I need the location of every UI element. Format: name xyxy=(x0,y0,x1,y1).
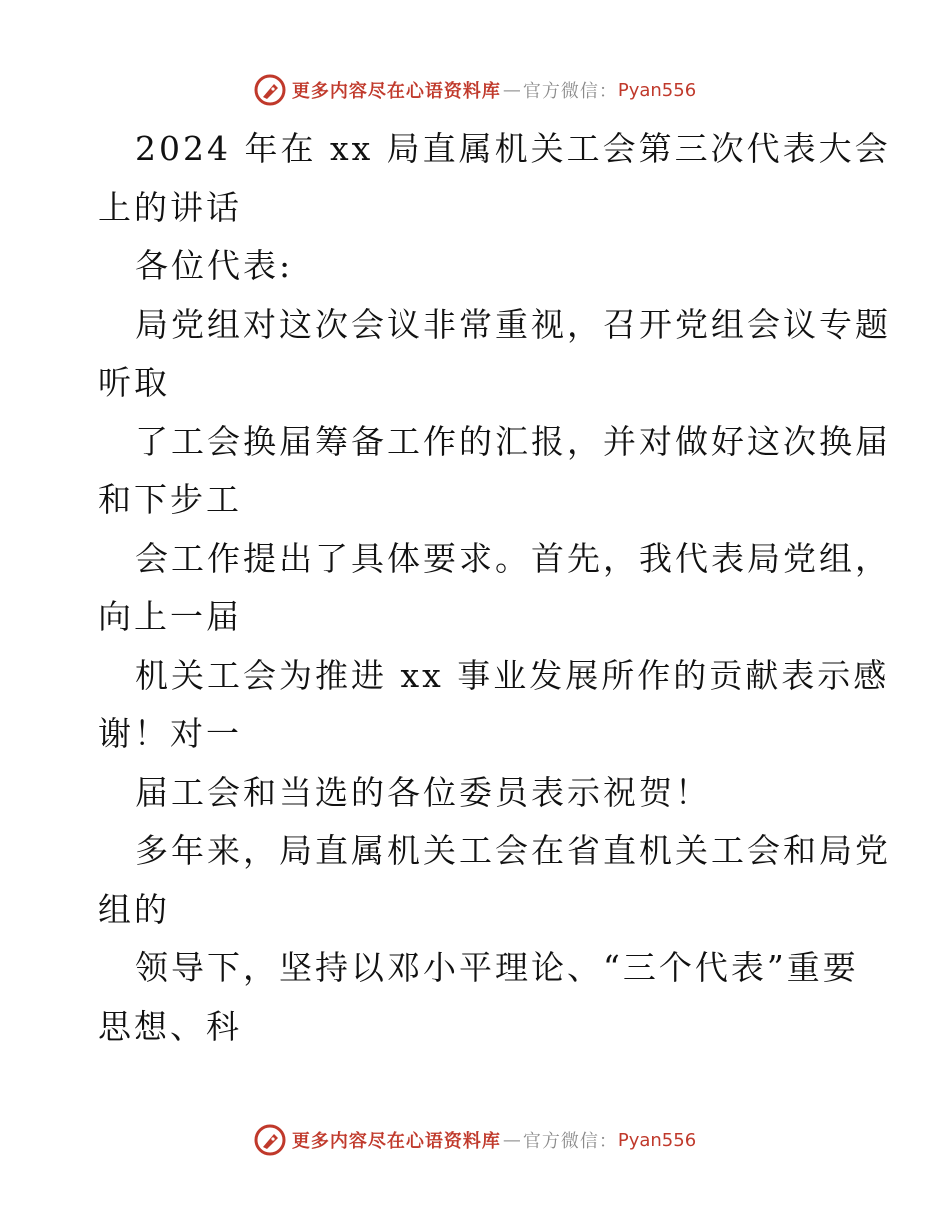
watermark-wechat-id: Pyan556 xyxy=(617,1129,697,1151)
watermark-wechat-id: Pyan556 xyxy=(617,79,697,101)
pen-nib-logo-icon xyxy=(254,1124,286,1156)
paragraph-line: 领导下，坚持以邓小平理论、“三个代表”重要 xyxy=(135,948,859,987)
paragraph-line: 组的 xyxy=(98,889,170,929)
watermark-promo-text: 更多内容尽在心语资料库 xyxy=(291,1131,501,1152)
paragraph-line: 思想、科 xyxy=(98,1006,242,1046)
watermark-separator: — xyxy=(502,1129,521,1151)
paragraph-line: 各位代表: xyxy=(135,246,294,285)
watermark-contact-label: 官方微信： xyxy=(522,1131,618,1152)
paragraph-line: 上的讲话 xyxy=(98,187,242,227)
paragraph-line: 多年来，局直属机关工会在省直机关工会和局党 xyxy=(135,831,891,870)
paragraph-line: 听取 xyxy=(98,363,170,402)
paragraph-line: 了工会换届筹备工作的汇报，并对做好这次换届 xyxy=(135,421,891,461)
paragraph-line: 谢！对一 xyxy=(98,714,242,753)
paragraph-line: 会工作提出了具体要求。首先，我代表局党组， xyxy=(135,538,891,578)
paragraph-line: 机关工会为推进 xx 事业发展所作的贡献表示感 xyxy=(135,655,890,695)
footer-watermark xyxy=(0,1120,950,1160)
paragraph-line: 局党组对这次会议非常重视，召开党组会议专题 xyxy=(135,304,891,344)
header-watermark xyxy=(0,70,950,110)
paragraph-line: 2024 年在 xx 局直属机关工会第三次代表大会 xyxy=(135,129,891,168)
watermark-contact-label: 官方微信： xyxy=(522,81,618,102)
paragraph-line: 向上一届 xyxy=(98,597,242,636)
document-body xyxy=(98,120,891,1056)
paragraph-line: 届工会和当选的各位委员表示祝贺！ xyxy=(135,772,711,812)
watermark-separator: — xyxy=(502,79,521,101)
paragraph-line: 和下步工 xyxy=(98,480,242,519)
watermark-promo-text: 更多内容尽在心语资料库 xyxy=(291,81,501,102)
pen-nib-logo-icon xyxy=(254,74,286,106)
